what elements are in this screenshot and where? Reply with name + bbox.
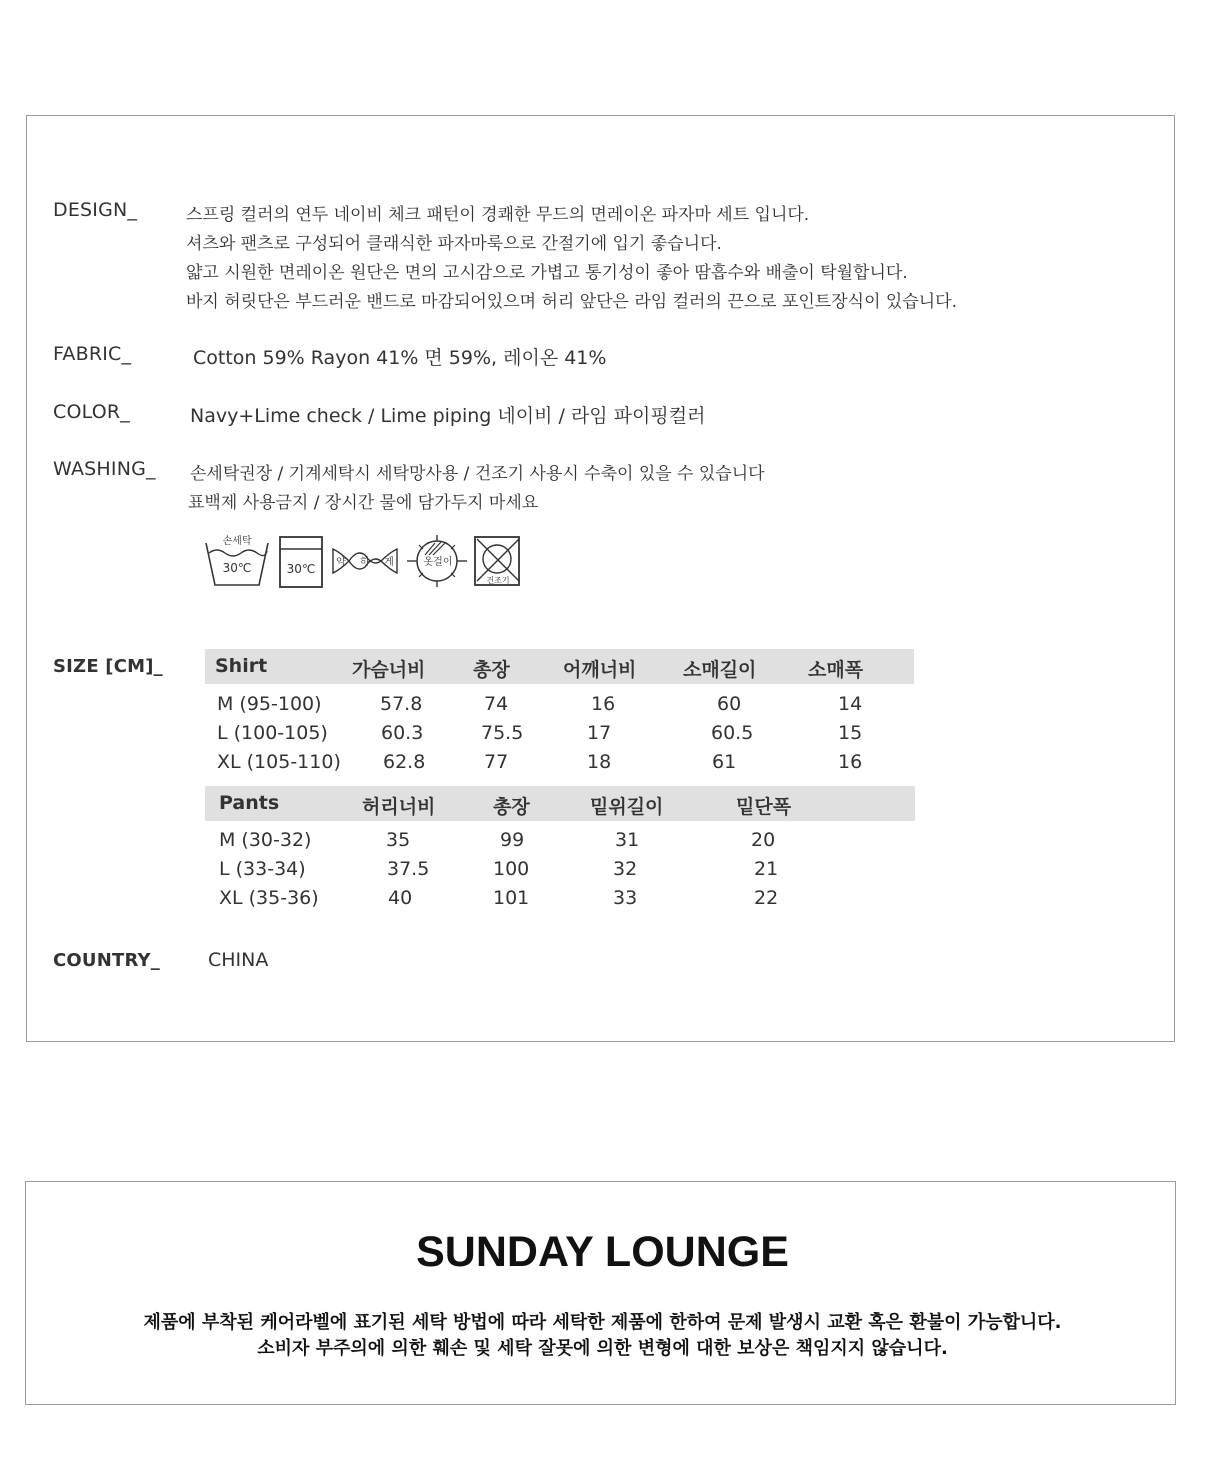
shirt-row-3-cuff: 16 [838, 751, 863, 773]
shirt-row-3-length: 77 [484, 751, 509, 773]
fabric-label: FABRIC_ [53, 343, 132, 365]
shirt-row-1-cuff: 14 [838, 693, 863, 715]
hand-wash-top-text: 손세탁 [222, 536, 252, 547]
design-line-2: 셔츠와 팬츠로 구성되어 클래식한 파자마룩으로 간절기에 입기 좋습니다. [186, 234, 722, 254]
shirt-header-2: 총장 [473, 659, 510, 681]
notice-box [25, 1181, 1176, 1405]
shirt-row-3-chest: 62.8 [383, 751, 426, 773]
pants-header-1: 허리너비 [362, 796, 436, 818]
size-label: SIZE [CM]_ [53, 656, 163, 677]
pants-row-3-rise: 33 [613, 887, 638, 909]
gentle-char-3: 게 [384, 557, 394, 568]
pants-row-2-waist: 37.5 [387, 858, 430, 880]
gentle-wring-icon [331, 533, 399, 589]
machine-wash-temp: 30℃ [286, 562, 316, 576]
notice-line-2: 소비자 부주의에 의한 훼손 및 세탁 잘못에 의한 변형에 대한 보상은 책임지지 않습니다. [257, 1338, 948, 1359]
shirt-row-1-chest: 57.8 [380, 693, 423, 715]
shirt-row-1-sleeve: 60 [717, 693, 742, 715]
pants-header-2: 총장 [493, 796, 530, 818]
washing-line-2: 표백제 사용금지 / 장시간 물에 담가두지 마세요 [188, 493, 539, 513]
shirt-row-1-length: 74 [484, 693, 509, 715]
pants-row-2-hem: 21 [754, 858, 779, 880]
shirt-row-2-cuff: 15 [838, 722, 863, 744]
color-value: Navy+Lime check / Lime piping 네이비 / 라임 파이핑컬러 [190, 405, 706, 427]
no-tumble-dry-text: 건조기 [486, 576, 510, 585]
gentle-char-2: 하 [360, 557, 370, 568]
pants-row-2-size: L (33-34) [219, 858, 306, 880]
shirt-row-2-chest: 60.3 [381, 722, 424, 744]
no-tumble-dry-icon [472, 533, 524, 589]
shirt-row-3-sleeve: 61 [712, 751, 737, 773]
shirt-header-0: Shirt [215, 655, 268, 677]
pants-row-3-hem: 22 [754, 887, 779, 909]
shirt-header-4: 소매길이 [683, 659, 757, 681]
fabric-value: Cotton 59% Rayon 41% 면 59%, 레이온 41% [193, 347, 607, 369]
shirt-header-5: 소매폭 [808, 659, 864, 681]
pants-row-1-waist: 35 [386, 829, 411, 851]
design-line-1: 스프링 컬러의 연두 네이비 체크 패턴이 경쾌한 무드의 면레이온 파자마 세트 입니다. [186, 205, 810, 225]
shirt-row-2-length: 75.5 [481, 722, 524, 744]
notice-line-1: 제품에 부착된 케어라벨에 표기된 세탁 방법에 따라 세탁한 제품에 한하여 문제 발생시 교환 혹은 환불이 가능합니다. [143, 1312, 1062, 1333]
product-info-box [26, 115, 1175, 1042]
shirt-row-3-size: XL (105-110) [217, 751, 341, 773]
design-label: DESIGN_ [53, 199, 138, 221]
hang-dry-icon [405, 533, 469, 589]
pants-header-3: 밑위길이 [590, 796, 664, 818]
washing-line-1: 손세탁권장 / 기계세탁시 세탁망사용 / 건조기 사용시 수축이 있을 수 있습니다 [190, 464, 765, 484]
machine-wash-icon [278, 533, 324, 589]
washing-label: WASHING_ [53, 458, 156, 480]
color-label: COLOR_ [53, 401, 130, 423]
hang-dry-text: 옷걸이 [423, 557, 453, 568]
brand-logo: SUNDAY LOUNGE [416, 1228, 789, 1276]
pants-header-0: Pants [219, 792, 280, 814]
pants-row-2-length: 100 [493, 858, 530, 880]
shirt-row-1-size: M (95-100) [217, 693, 322, 715]
country-value: CHINA [208, 949, 269, 971]
shirt-row-2-shoulder: 17 [587, 722, 612, 744]
pants-table-header [205, 786, 915, 821]
country-label: COUNTRY_ [53, 950, 160, 971]
pants-row-1-size: M (30-32) [219, 829, 312, 851]
shirt-row-2-sleeve: 60.5 [711, 722, 754, 744]
pants-row-3-length: 101 [493, 887, 530, 909]
design-line-3: 얇고 시원한 면레이온 원단은 면의 고시감으로 가볍고 통기성이 좋아 땀흡수와 배출이 탁월합니다. [186, 263, 908, 283]
hand-wash-icon [203, 533, 271, 589]
shirt-header-3: 어깨너비 [563, 659, 637, 681]
pants-row-1-length: 99 [500, 829, 525, 851]
pants-row-3-waist: 40 [388, 887, 413, 909]
shirt-row-3-shoulder: 18 [587, 751, 612, 773]
shirt-row-1-shoulder: 16 [591, 693, 616, 715]
pants-header-4: 밑단폭 [736, 796, 792, 818]
pants-row-1-rise: 31 [615, 829, 640, 851]
design-line-4: 바지 허릿단은 부드러운 밴드로 마감되어있으며 허리 앞단은 라임 컬러의 끈으로 포인트장식이 있습니다. [186, 292, 957, 312]
hand-wash-temp: 30℃ [222, 561, 252, 575]
pants-row-3-size: XL (35-36) [219, 887, 319, 909]
gentle-char-1: 약 [336, 557, 346, 568]
pants-row-2-rise: 32 [613, 858, 638, 880]
shirt-header-1: 가슴너비 [352, 659, 426, 681]
shirt-row-2-size: L (100-105) [217, 722, 328, 744]
pants-row-1-hem: 20 [751, 829, 776, 851]
